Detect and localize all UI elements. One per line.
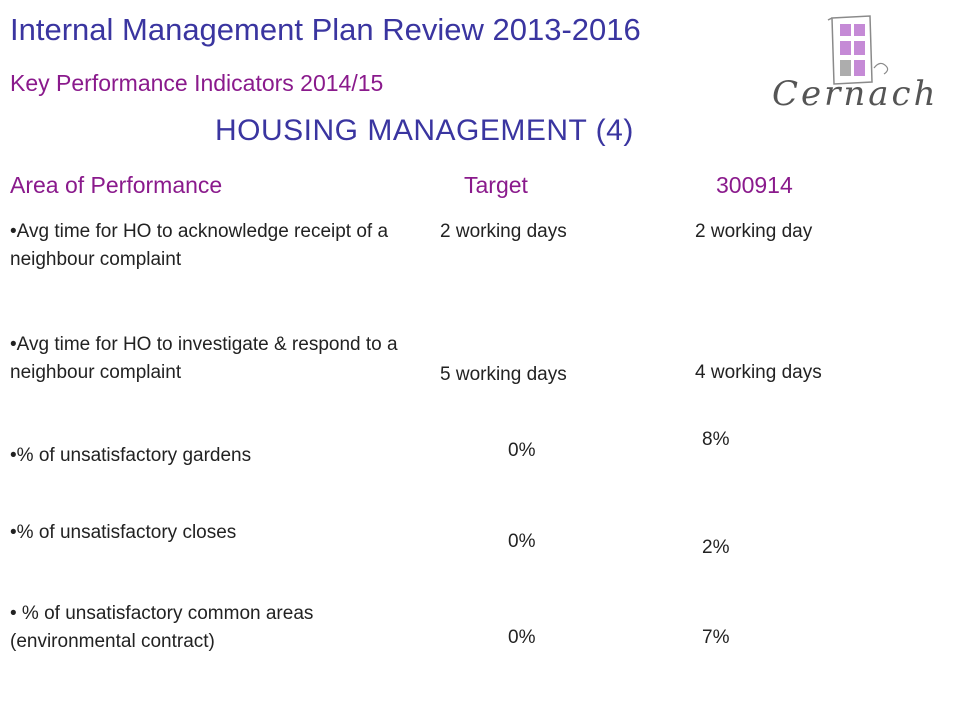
page-title: Internal Management Plan Review 2013-2016 [10,12,641,47]
section-heading: HOUSING MANAGEMENT (4) [215,114,634,147]
table-row-target: 2 working days [440,221,567,242]
table-row-area: •Avg time for HO to acknowledge receipt of a neighbour complaint [10,221,389,270]
column-header-area: Area of Performance [10,172,223,198]
table-row-value: 4 working days [695,362,822,383]
table-row-target: 0% [508,531,536,552]
table-row-value: 7% [702,627,730,648]
column-header-target: Target [464,172,528,198]
table-row-area: •% of unsatisfactory gardens [10,445,252,466]
table-row-area: • % of unsatisfactory common areas (environmental contract) [10,603,314,652]
column-header-period: 300914 [716,172,793,198]
table-row-target: 0% [508,627,536,648]
table-row-value: 2 working day [695,221,813,242]
table-row-area: •% of unsatisfactory closes [10,522,237,543]
table-row-value: 2% [702,537,730,558]
page-subtitle: Key Performance Indicators 2014/15 [10,70,384,96]
cernach-logo [770,8,940,120]
table-row-target: 0% [508,440,536,461]
table-row-value: 8% [702,429,730,450]
table-row-target: 5 working days [440,364,567,385]
table-row-area: •Avg time for HO to investigate & respond to a neighbour complaint [10,334,398,383]
logo-text: Cernach [772,74,939,114]
